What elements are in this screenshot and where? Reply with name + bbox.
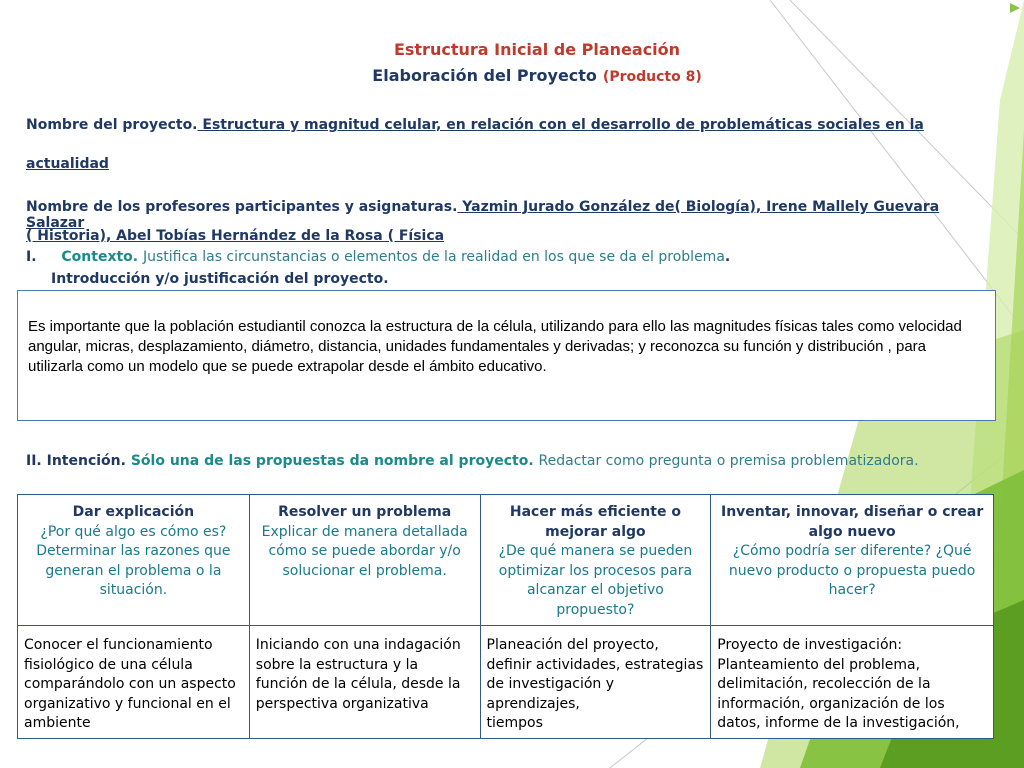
intention-rest: Redactar como pregunta o premisa problematizadora. <box>538 453 919 469</box>
project-name-value-cont: actualidad <box>26 156 109 172</box>
option-description: ¿De qué manera se pueden optimizar los procesos para alcanzar el objetivo propuesto? <box>498 543 693 618</box>
table-cell: Planeación del proyecto, definir actividades, estrategias de investigación y aprendizajes, tiempos <box>480 626 711 739</box>
project-name-line <box>26 117 986 133</box>
teachers-line <box>26 199 986 231</box>
context-numeral: I. <box>26 249 37 265</box>
table-header-cell <box>249 495 480 626</box>
intro-text: Es importante que la población estudiantil conozca la estructura de la célula, utilizando para ello las magnitudes físicas tales como velocidad angular, micras, desplazamiento, diámetro, distancia, unidades fundamentales y derivadas; y reconozca su función y distribución , para utilizarla como un modelo que se puede extrapolar desde el ámbito educativo. <box>28 318 962 375</box>
table-header-cell <box>480 495 711 626</box>
option-title: Dar explicación <box>72 504 195 520</box>
table-cell: Proyecto de investigación: Planteamiento del problema, delimitación, recolección de la información, organización de los datos, informe de la investigación, <box>711 626 994 739</box>
option-title: Hacer más eficiente o mejorar algo <box>509 504 681 540</box>
table-cell: Conocer el funcionamiento fisiológico de una célula comparándolo con un aspecto organizativo y funcional en el ambiente <box>18 626 250 739</box>
intro-textbox <box>17 290 996 421</box>
intention-table <box>17 494 994 739</box>
intention-line <box>26 453 986 469</box>
option-title: Inventar, innovar, diseñar o crear algo nuevo <box>721 504 984 540</box>
context-text: Justifica las circunstancias o elementos de la realidad en los que se da el problema <box>143 249 725 265</box>
project-name-value: Estructura y magnitud celular, en relación con el desarrollo de problemáticas sociales en la <box>197 117 924 133</box>
teachers-value: Yazmin Jurado González de( Biología), Irene Mallely Guevara Salazar <box>26 199 940 231</box>
intro-label: Introducción y/o justificación del proyecto. <box>51 271 389 287</box>
intention-label: II. Intención. <box>26 453 126 469</box>
context-period: . <box>724 249 731 265</box>
intention-highlight: Sólo una de las propuestas da nombre al proyecto. <box>130 453 534 469</box>
slide-subtitle <box>0 66 1024 85</box>
slide-title: Estructura Inicial de Planeación <box>393 40 681 59</box>
teachers-value-cont: ( Historia), Abel Tobías Hernández de la Rosa ( Física <box>26 228 445 244</box>
table-header-cell <box>18 495 250 626</box>
table-header-cell <box>711 495 994 626</box>
context-line <box>26 249 986 265</box>
option-description: Explicar de manera detallada cómo se puede abordar y/o solucionar el problema. <box>261 523 468 579</box>
context-label: Contexto. <box>61 249 139 265</box>
table-row <box>18 626 994 739</box>
option-description: ¿Por qué algo es cómo es? Determinar las razones que generan el problema o la situación. <box>36 523 231 598</box>
subtitle-text: Elaboración del Proyecto <box>372 66 597 85</box>
project-name-label: Nombre del proyecto. <box>26 117 198 133</box>
table-cell: Iniciando con una indagación sobre la estructura y la función de la célula, desde la perspectiva organizativa <box>249 626 480 739</box>
teachers-label: Nombre de los profesores participantes y asignaturas. <box>26 199 458 215</box>
product-label: (Producto 8) <box>602 69 702 85</box>
option-title: Resolver un problema <box>278 504 452 520</box>
table-header-row <box>18 495 994 626</box>
option-description: ¿Cómo podría ser diferente? ¿Qué nuevo producto o propuesta puedo hacer? <box>728 543 976 598</box>
